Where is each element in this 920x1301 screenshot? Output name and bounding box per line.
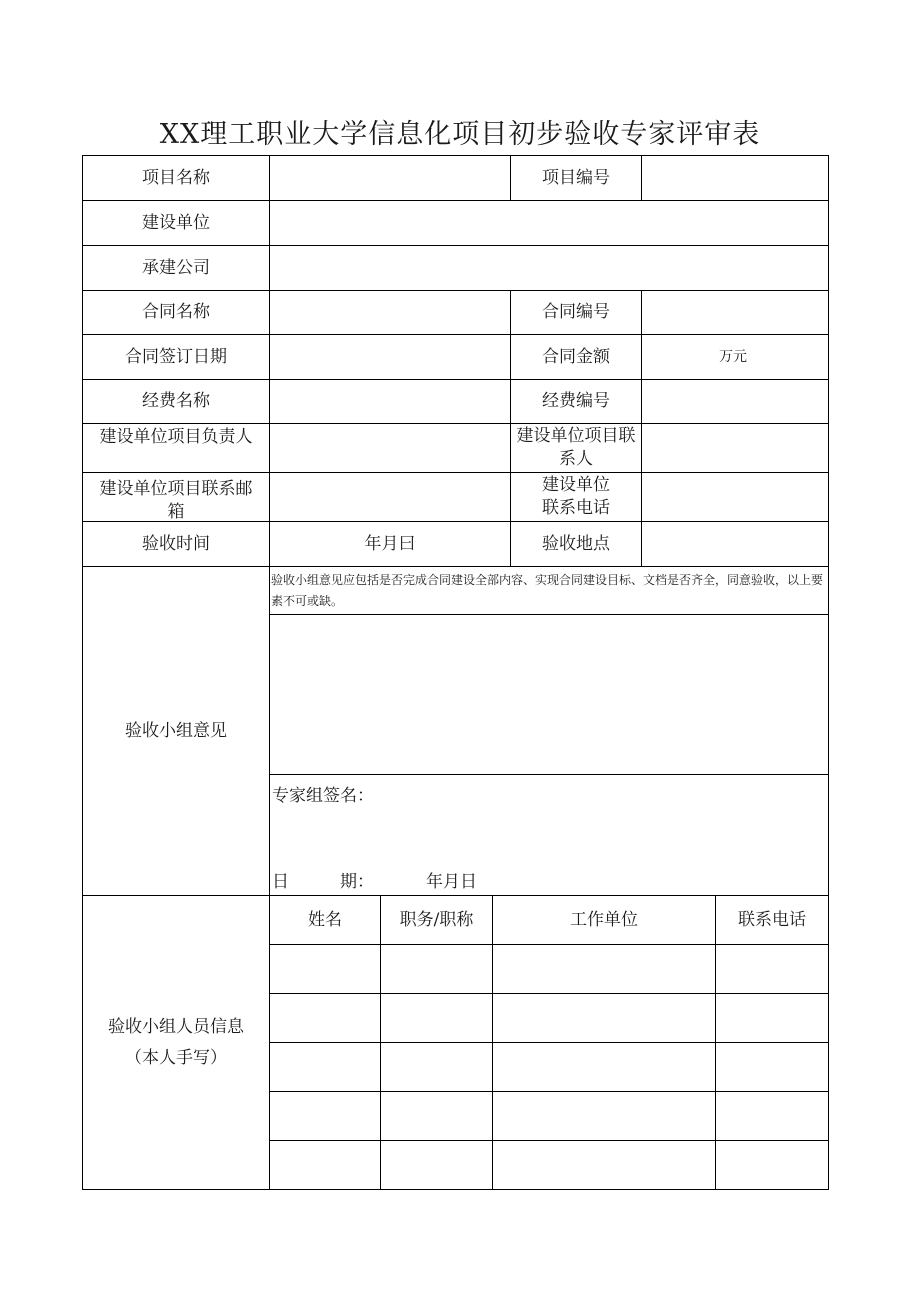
- group-members-label: [83, 896, 269, 1189]
- contract-sign-date-field[interactable]: [270, 335, 510, 379]
- members-header-title: 职务/职称: [399, 909, 474, 930]
- expert-signature-label: 专家组签名：: [272, 785, 374, 806]
- contract-name-label: 合同名称: [142, 302, 210, 322]
- unit-project-contact-label: [511, 424, 641, 472]
- project-number-field[interactable]: [642, 156, 828, 200]
- contract-sign-date-label: 合同签订日期: [125, 346, 227, 367]
- fund-number-field[interactable]: [642, 380, 828, 423]
- contract-number-label: 合同编号: [542, 302, 610, 322]
- unit-contact-email-label: [83, 473, 269, 521]
- form-title: XX理工职业大学信息化项目初步验收专家评审表: [159, 119, 761, 150]
- unit-contact-phone-label-line1: 建设单位: [542, 475, 610, 495]
- acceptance-time-label: 验收时间: [142, 533, 210, 554]
- acceptance-time-field[interactable]: 年月曰: [364, 533, 416, 554]
- unit-contact-email-label-line1: 建设单位项目联系邮: [99, 479, 253, 499]
- contract-number-field[interactable]: [642, 291, 828, 334]
- unit-contact-phone-field[interactable]: [642, 473, 828, 521]
- contractor-label: 承建公司: [142, 257, 210, 278]
- unit-project-leader-field[interactable]: [270, 424, 510, 472]
- contract-amount-field[interactable]: [642, 335, 828, 379]
- contract-amount-label: 合同金额: [542, 346, 610, 367]
- members-row-5[interactable]: [270, 1141, 828, 1189]
- members-row-1[interactable]: [270, 945, 828, 993]
- group-members-title: 验收小组人员信息: [108, 1016, 244, 1037]
- acceptance-location-label: 验收地点: [542, 533, 610, 554]
- opinion-note: 验收小组意见应包括是否完成合同建设全部内容、实现合同建设目标、文档是否齐全，同意验收，以上要素不可或缺。: [271, 573, 824, 608]
- fund-number-label: 经费编号: [542, 391, 610, 411]
- members-row-2[interactable]: [270, 994, 828, 1042]
- fund-name-label: 经费名称: [142, 391, 210, 411]
- members-row-3[interactable]: [270, 1043, 828, 1091]
- unit-project-contact-field[interactable]: [642, 424, 828, 472]
- members-header-name: 姓名: [308, 909, 342, 930]
- signature-date-row: [272, 869, 672, 895]
- project-name-field[interactable]: [270, 156, 510, 200]
- project-name-label: 项目名称: [142, 167, 210, 188]
- unit-contact-phone-label-line2: 联系电话: [542, 498, 610, 518]
- unit-contact-email-label-line2: 箱: [167, 502, 185, 521]
- unit-contact-phone-label: [511, 473, 641, 521]
- construction-unit-field[interactable]: [270, 201, 828, 245]
- acceptance-location-field[interactable]: [642, 522, 828, 566]
- group-opinion-label: 验收小组意见: [125, 720, 227, 741]
- opinion-text-area[interactable]: [270, 615, 828, 774]
- amount-unit: 万元: [719, 348, 747, 365]
- unit-contact-email-field[interactable]: [270, 473, 510, 521]
- construction-unit-label: 建设单位: [142, 212, 210, 233]
- project-number-label: 项目编号: [542, 167, 610, 188]
- contractor-field[interactable]: [270, 246, 828, 290]
- contract-name-field[interactable]: [270, 291, 510, 334]
- members-header-workplace: 工作单位: [570, 909, 638, 930]
- expert-signature-area[interactable]: [270, 812, 828, 862]
- date-label: 日 期：: [272, 871, 374, 892]
- fund-name-field[interactable]: [270, 380, 510, 423]
- date-value[interactable]: 年月日: [426, 871, 477, 892]
- members-row-4[interactable]: [270, 1092, 828, 1140]
- members-header-phone: 联系电话: [738, 909, 806, 930]
- unit-project-contact-label-line1: 建设单位项目联: [516, 426, 636, 446]
- handwritten-note: （本人手写）: [125, 1047, 227, 1068]
- unit-project-leader-label: 建设单位项目负责人: [99, 426, 253, 447]
- unit-project-contact-label-line2: 系人: [559, 449, 593, 469]
